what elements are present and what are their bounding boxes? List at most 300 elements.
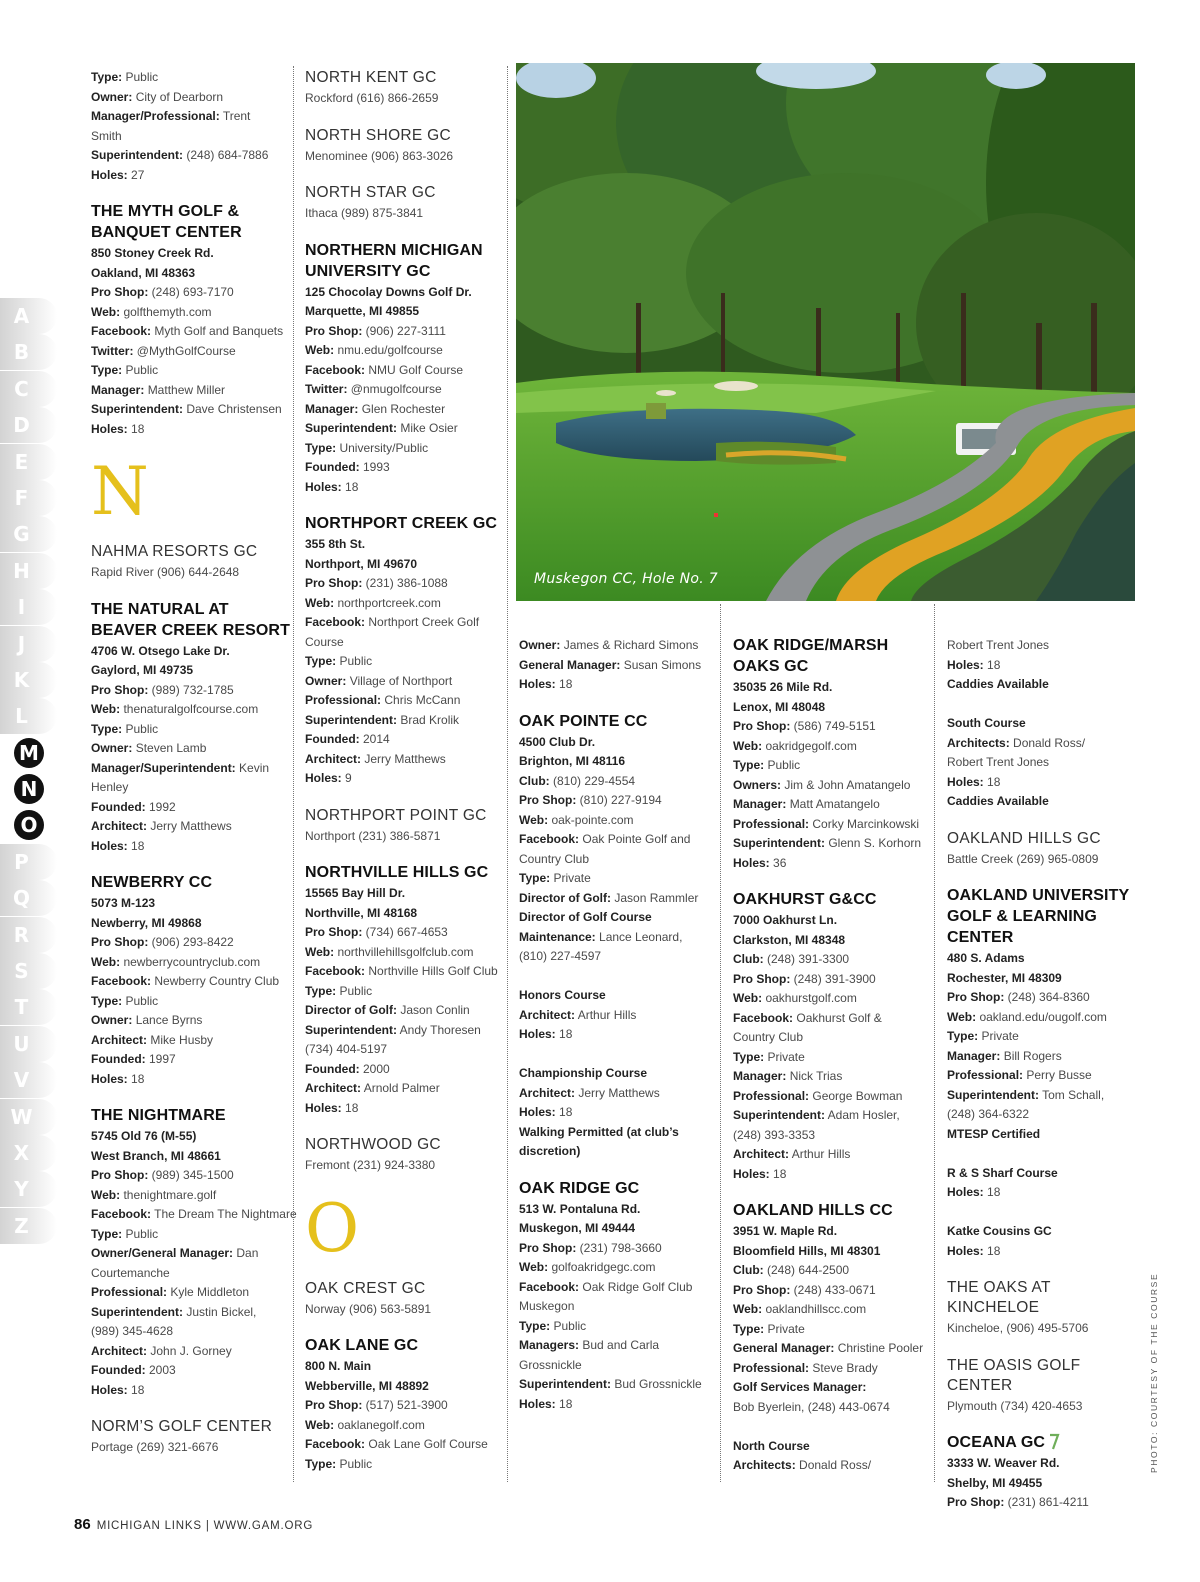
detail-value: newberrycountryclub.com — [123, 954, 261, 969]
detail-label: Managers: — [519, 1338, 580, 1352]
detail-line — [91, 933, 291, 953]
index-letter-label: A — [13, 304, 30, 328]
course-name: OAK RIDGE/MARSH — [733, 637, 889, 654]
detail-label: Superintendent: — [305, 712, 397, 727]
detail-line — [733, 989, 933, 1009]
detail-label: Holes: — [947, 774, 984, 789]
detail-line — [519, 1239, 719, 1259]
detail-value: Matthew Miller — [147, 382, 226, 397]
detail-line — [91, 1011, 291, 1031]
photo-credit: PHOTO: COURTESY OF THE COURSE — [1149, 1272, 1159, 1473]
detail-line — [305, 1060, 505, 1080]
detail-line — [733, 1456, 933, 1476]
detail-value: 2014 — [363, 732, 390, 746]
detail-label: Web: — [91, 954, 121, 969]
detail-line — [733, 737, 933, 757]
detail-label: Manager: — [305, 401, 359, 416]
column-5 — [947, 636, 1142, 1513]
detail-line — [305, 594, 505, 614]
detail-line — [947, 753, 1142, 773]
course-location: Rapid River (906) 644-2648 — [91, 565, 240, 579]
course-address: 800 N. Main — [305, 1359, 372, 1373]
detail-label: Holes: — [305, 771, 342, 785]
column-divider — [507, 66, 508, 1482]
detail-label: Club: — [519, 773, 550, 788]
detail-value: Kyle Middleton — [170, 1285, 250, 1299]
sub-course-title: R & S Sharf Course — [947, 1165, 1058, 1180]
course-location: Battle Creek (269) 965-0809 — [947, 851, 1099, 866]
detail-line — [519, 1084, 719, 1104]
detail-value: Oakhurst Golf & — [796, 1010, 882, 1025]
index-letter-p — [0, 844, 57, 880]
detail-value: 18 — [773, 1166, 787, 1181]
detail-value: 1993 — [363, 460, 390, 474]
detail-label: Facebook: — [91, 1207, 152, 1221]
detail-label: Holes: — [947, 1243, 984, 1258]
detail-line — [733, 1339, 933, 1359]
detail-value: Public — [339, 1456, 373, 1471]
detail-line — [947, 1086, 1142, 1106]
index-letter-s — [0, 953, 57, 989]
detail-label: Superintendent: — [947, 1087, 1039, 1102]
detail-label: General Manager: — [519, 657, 621, 672]
detail-value: Justin Bickel, — [186, 1304, 257, 1319]
course-name: BEAVER CREEK RESORT — [91, 621, 290, 639]
spacer — [519, 1045, 719, 1065]
detail-value: Kevin — [239, 760, 270, 775]
detail-line — [947, 1125, 1142, 1145]
index-letter-n — [0, 771, 57, 807]
index-letter-e — [0, 444, 57, 480]
detail-label: Type: — [305, 983, 337, 998]
detail-label: Pro Shop: — [733, 719, 791, 733]
detail-line — [305, 1021, 505, 1041]
index-letter-u — [0, 1026, 57, 1062]
detail-label: Pro Shop: — [733, 971, 791, 986]
detail-label: Holes: — [733, 855, 770, 870]
detail-value: Public — [339, 654, 373, 668]
detail-line — [519, 1336, 719, 1356]
detail-label: Type: — [305, 654, 337, 668]
detail-label: Type: — [91, 993, 123, 1008]
detail-label: Architect: — [91, 819, 148, 833]
index-letter-label: U — [13, 1031, 30, 1056]
course-location: Rockford (616) 866-2659 — [305, 91, 439, 105]
detail-line — [91, 739, 291, 759]
detail-line — [733, 756, 933, 776]
page-footer — [74, 1516, 313, 1533]
detail-line — [733, 1009, 933, 1029]
detail-label: Founded: — [305, 460, 360, 474]
detail-value: Public — [125, 70, 159, 84]
course-address: 513 W. Pontaluna Rd. — [519, 1201, 641, 1216]
detail-label: Holes: — [91, 838, 128, 853]
detail-label: Architect: — [519, 1085, 576, 1100]
detail-line — [733, 1126, 933, 1146]
detail-line — [519, 1258, 719, 1278]
detail-line — [91, 798, 291, 818]
detail-line — [91, 146, 291, 166]
detail-line — [305, 400, 505, 420]
detail-label: Superintendent: — [91, 148, 183, 162]
index-letter-label: X — [13, 1140, 30, 1165]
detail-line — [519, 791, 719, 811]
course-city: Northport, MI 49670 — [305, 556, 418, 571]
detail-label: Web: — [947, 1009, 977, 1024]
detail-line — [305, 1079, 505, 1099]
detail-label: Owners: — [733, 777, 782, 792]
detail-label: Director of Golf Course — [519, 910, 652, 924]
course-name: THE NIGHTMARE — [91, 1107, 226, 1124]
detail-value: Private — [981, 1029, 1019, 1043]
course-address: 5073 M-123 — [91, 896, 156, 910]
detail-value: (248) 364-8360 — [1007, 990, 1090, 1004]
detail-label: Golf Services Manager: — [733, 1380, 867, 1394]
detail-line — [91, 88, 291, 108]
detail-value: Public — [125, 993, 159, 1008]
detail-label: Manager: — [733, 1069, 787, 1083]
detail-label: Owner: — [91, 741, 133, 755]
detail-label: Owner: — [519, 638, 561, 652]
detail-line — [733, 1378, 933, 1398]
column-divider — [293, 66, 294, 1482]
course-address: 15565 Bay Hill Dr. — [305, 886, 406, 900]
detail-value: 27 — [131, 167, 145, 182]
index-letter-label: L — [15, 704, 28, 729]
detail-line — [733, 950, 933, 970]
index-letter-x — [0, 1135, 57, 1171]
column-2 — [305, 68, 505, 1474]
detail-value: Jerry Matthews — [364, 751, 446, 766]
course-location: Menominee (906) 863-3026 — [305, 148, 454, 163]
detail-value: (248) 693-7170 — [151, 285, 234, 299]
course-name: NORM’S GOLF CENTER — [91, 1418, 273, 1435]
detail-label: Owner: — [305, 673, 347, 688]
course-city: Rochester, MI 48309 — [947, 970, 1062, 985]
detail-line — [305, 962, 505, 982]
detail-label: General Manager: — [733, 1341, 835, 1355]
course-name: OAK CREST GC — [305, 1279, 426, 1297]
detail-label: Web: — [519, 1260, 549, 1274]
detail-value: Bud and Carla — [582, 1338, 660, 1352]
index-letter-label: F — [14, 485, 29, 510]
index-letter-z — [0, 1208, 57, 1244]
detail-value: Jason Conlin — [400, 1003, 470, 1017]
detail-label: Type: — [91, 363, 123, 377]
detail-line — [519, 1317, 719, 1337]
course-location: Portage (269) 321-6676 — [91, 1440, 219, 1454]
detail-label: Holes: — [519, 1396, 556, 1411]
detail-label: Club: — [733, 1263, 764, 1277]
index-letter-label: Y — [14, 1177, 29, 1202]
detail-line — [519, 908, 719, 928]
detail-label: Web: — [91, 1187, 121, 1202]
detail-label: Holes: — [91, 167, 128, 182]
detail-value: Andy Thoresen — [399, 1022, 481, 1037]
course-name: NORTHPORT POINT GC — [305, 806, 487, 824]
detail-line — [733, 1165, 933, 1185]
detail-label: Pro Shop: — [91, 935, 149, 949]
detail-value: 18 — [559, 1027, 573, 1041]
index-letter-l — [0, 698, 57, 734]
detail-line — [947, 988, 1142, 1008]
detail-label: Pro Shop: — [519, 793, 577, 807]
detail-label: Professional: — [91, 1285, 168, 1299]
detail-line — [733, 854, 933, 874]
detail-line — [733, 1398, 933, 1418]
detail-line — [91, 817, 291, 837]
index-letter-label: Z — [14, 1213, 29, 1238]
detail-value: thenaturalgolfcourse.com — [123, 702, 259, 716]
detail-line — [733, 970, 933, 990]
course-photo — [516, 63, 1135, 601]
detail-label: Architects: — [733, 1458, 796, 1472]
detail-value: Robert Trent Jones — [947, 755, 1050, 769]
detail-label: Manager: — [91, 382, 145, 397]
detail-line — [733, 1048, 933, 1068]
course-name: OAK RIDGE GC — [519, 1179, 640, 1197]
detail-line — [91, 1225, 291, 1245]
course-name: NORTHWOOD GC — [305, 1136, 441, 1153]
detail-line — [91, 166, 291, 186]
detail-value: 9 — [345, 771, 352, 785]
detail-label: Director of Golf: — [305, 1003, 397, 1017]
detail-label: Web: — [305, 343, 335, 357]
course-name: OAK POINTE CC — [519, 712, 648, 730]
detail-value: @MythGolfCourse — [136, 343, 236, 358]
detail-line — [91, 681, 291, 701]
detail-label: Web: — [733, 991, 763, 1005]
detail-value: George Bowman — [812, 1088, 903, 1103]
detail-value: Newberry Country Club — [154, 974, 280, 988]
detail-value: Bob Byerlein, (248) 443-0674 — [733, 1399, 890, 1414]
detail-value: (810) 227-9194 — [579, 793, 662, 807]
detail-line — [91, 127, 291, 147]
detail-value: 2003 — [149, 1363, 176, 1377]
detail-value: 18 — [131, 421, 145, 436]
detail-value: Arthur Hills — [577, 1007, 637, 1022]
detail-value: Jason Rammler — [614, 890, 699, 905]
index-letter-b — [0, 334, 57, 370]
course-name: NEWBERRY CC — [91, 874, 213, 891]
detail-label: Facebook: — [733, 1010, 794, 1025]
detail-label: Superintendent: — [733, 1108, 825, 1122]
detail-line — [91, 720, 291, 740]
detail-line — [91, 1186, 291, 1206]
detail-label: Superintendent: — [305, 1022, 397, 1037]
course-name: OAKLAND HILLS CC — [733, 1202, 893, 1219]
detail-line — [947, 734, 1142, 754]
detail-value: (248) 393-3353 — [733, 1127, 816, 1142]
detail-line — [947, 636, 1142, 656]
detail-value: 18 — [345, 479, 359, 494]
course-name: NORTHVILLE HILLS GC — [305, 864, 489, 881]
detail-label: Architect: — [91, 1032, 148, 1047]
detail-label: Web: — [91, 702, 121, 716]
detail-label: Facebook: — [519, 832, 580, 846]
course-location: Plymouth (734) 420-4653 — [947, 1398, 1083, 1413]
course-name: NORTH SHORE GC — [305, 126, 452, 144]
detail-label: Web: — [305, 595, 335, 610]
detail-line — [91, 778, 291, 798]
detail-line — [305, 1416, 505, 1436]
detail-line — [305, 672, 505, 692]
detail-label: Manager: — [947, 1048, 1001, 1063]
detail-line — [519, 636, 719, 656]
index-letter-q — [0, 880, 57, 916]
index-letter-label: T — [14, 995, 29, 1020]
column-3 — [519, 636, 719, 1414]
detail-value: Henley — [91, 780, 129, 794]
detail-value: Jerry Matthews — [578, 1085, 660, 1100]
detail-line — [91, 420, 291, 440]
detail-line — [305, 633, 505, 653]
detail-label: Holes: — [91, 1071, 128, 1086]
detail-line — [305, 943, 505, 963]
detail-line — [305, 1099, 505, 1119]
detail-value: northvillehillsgolfclub.com — [337, 944, 474, 959]
column-1 — [91, 68, 297, 1458]
index-letter-label: B — [13, 340, 30, 365]
detail-label: Architect: — [519, 1007, 576, 1022]
detail-label: Superintendent: — [91, 402, 183, 416]
detail-value: (586) 749-5151 — [793, 719, 876, 733]
spacer — [947, 1203, 1142, 1223]
detail-label: MTESP Certified — [947, 1126, 1041, 1141]
detail-line — [519, 1375, 719, 1395]
alphabet-index — [0, 298, 57, 1244]
detail-value: Nick Trias — [789, 1069, 843, 1083]
detail-line — [733, 1359, 933, 1379]
detail-value: Course — [305, 634, 344, 649]
detail-value: 18 — [131, 1382, 145, 1397]
detail-value: Glen Rochester — [361, 401, 446, 416]
detail-line — [947, 1493, 1142, 1513]
detail-label: Superintendent: — [91, 1304, 183, 1319]
detail-label: Manager/Superintendent: — [91, 760, 236, 775]
course-address: 5745 Old 76 (M-55) — [91, 1129, 197, 1143]
detail-label: Professional: — [733, 1088, 810, 1103]
detail-line — [947, 773, 1142, 793]
detail-value: oak-pointe.com — [551, 812, 634, 827]
detail-value: Matt Amatangelo — [789, 797, 880, 811]
detail-label: Type: — [733, 1049, 765, 1064]
detail-label: Founded: — [91, 1363, 146, 1377]
course-city: Muskegon, MI 49444 — [519, 1221, 636, 1235]
detail-value: Arnold Palmer — [363, 1081, 440, 1095]
course-name: OAKLAND UNIVERSITY — [947, 887, 1130, 904]
detail-label: Professional: — [733, 1360, 810, 1375]
detail-value: Oak Lane Golf Course — [368, 1437, 488, 1451]
detail-value: 18 — [987, 657, 1001, 672]
spacer — [947, 1144, 1142, 1164]
course-name: NAHMA RESORTS GC — [91, 543, 258, 560]
detail-label: Facebook: — [305, 362, 366, 377]
detail-label: Professional: — [305, 693, 382, 707]
detail-label: Pro Shop: — [91, 285, 149, 299]
detail-line — [733, 717, 933, 737]
course-name: THE NATURAL AT — [91, 600, 229, 618]
detail-value: oakhurstgolf.com — [765, 991, 857, 1005]
detail-line — [519, 928, 719, 948]
detail-value: Country Club — [733, 1030, 804, 1044]
detail-label: Web: — [305, 1417, 335, 1432]
detail-line — [91, 68, 291, 88]
spacer — [733, 1417, 933, 1437]
sub-course-title: Championship Course — [519, 1066, 648, 1080]
detail-line — [305, 691, 505, 711]
page-number: 86 — [74, 1516, 91, 1533]
detail-line — [733, 834, 933, 854]
detail-value: 18 — [131, 1071, 145, 1086]
course-city: Webberville, MI 48892 — [305, 1378, 429, 1393]
walking-note: Walking Permitted (at club’s — [519, 1124, 679, 1139]
course-city: Lenox, MI 48048 — [733, 699, 826, 714]
detail-value: @nmugolfcourse — [350, 382, 442, 396]
detail-line — [733, 776, 933, 796]
detail-line — [519, 1006, 719, 1026]
index-letter-label: E — [14, 449, 29, 474]
detail-line — [733, 1087, 933, 1107]
detail-line — [91, 1205, 297, 1225]
detail-line — [91, 1264, 291, 1284]
detail-value: Trent — [222, 109, 251, 123]
detail-value: (989) 732-1785 — [151, 682, 234, 697]
detail-line — [519, 830, 719, 850]
course-location: Northport (231) 386-5871 — [305, 828, 441, 843]
detail-value: (734) 404-5197 — [305, 1042, 388, 1056]
detail-line — [947, 1066, 1142, 1086]
detail-label: Founded: — [91, 799, 146, 814]
detail-label: Holes: — [519, 1027, 556, 1041]
index-letter-label: C — [14, 376, 29, 401]
detail-label: Type: — [733, 758, 765, 772]
detail-label: Holes: — [305, 1100, 342, 1115]
detail-label: Type: — [305, 1456, 337, 1471]
index-letter-t — [0, 989, 57, 1025]
detail-line — [305, 322, 505, 342]
detail-value: 1997 — [149, 1052, 176, 1066]
detail-value: Public — [125, 1226, 159, 1241]
detail-line — [947, 1242, 1142, 1262]
index-letter-a — [0, 298, 57, 334]
course-city: Bloomfield Hills, MI 48301 — [733, 1243, 881, 1258]
detail-line — [305, 574, 505, 594]
course-name: GOLF & LEARNING — [947, 908, 1097, 925]
detail-line — [91, 1166, 291, 1186]
detail-value: 2000 — [363, 1061, 390, 1076]
spacer — [947, 695, 1142, 715]
detail-value: Susan Simons — [623, 657, 702, 672]
index-letter-label: S — [14, 959, 29, 984]
detail-line — [733, 795, 933, 815]
course-name: THE OAKS AT KINCHELOE — [947, 1279, 1051, 1316]
detail-line — [91, 1050, 291, 1070]
detail-label: Club: — [733, 952, 764, 966]
detail-label: Pro Shop: — [91, 682, 149, 697]
course-location: Norway (906) 563-5891 — [305, 1301, 432, 1316]
detail-value: (248) 391-3300 — [767, 952, 850, 966]
detail-label: Founded: — [305, 732, 360, 746]
sub-course-title: North Course — [733, 1438, 810, 1453]
course-name: NORTH KENT GC — [305, 69, 437, 86]
detail-label: Type: — [733, 1321, 765, 1336]
detail-label: Type: — [519, 1318, 551, 1333]
course-name: OAKHURST G&CC — [733, 891, 877, 908]
detail-label: Web: — [91, 304, 121, 319]
detail-line — [91, 322, 291, 342]
detail-line — [947, 675, 1142, 695]
